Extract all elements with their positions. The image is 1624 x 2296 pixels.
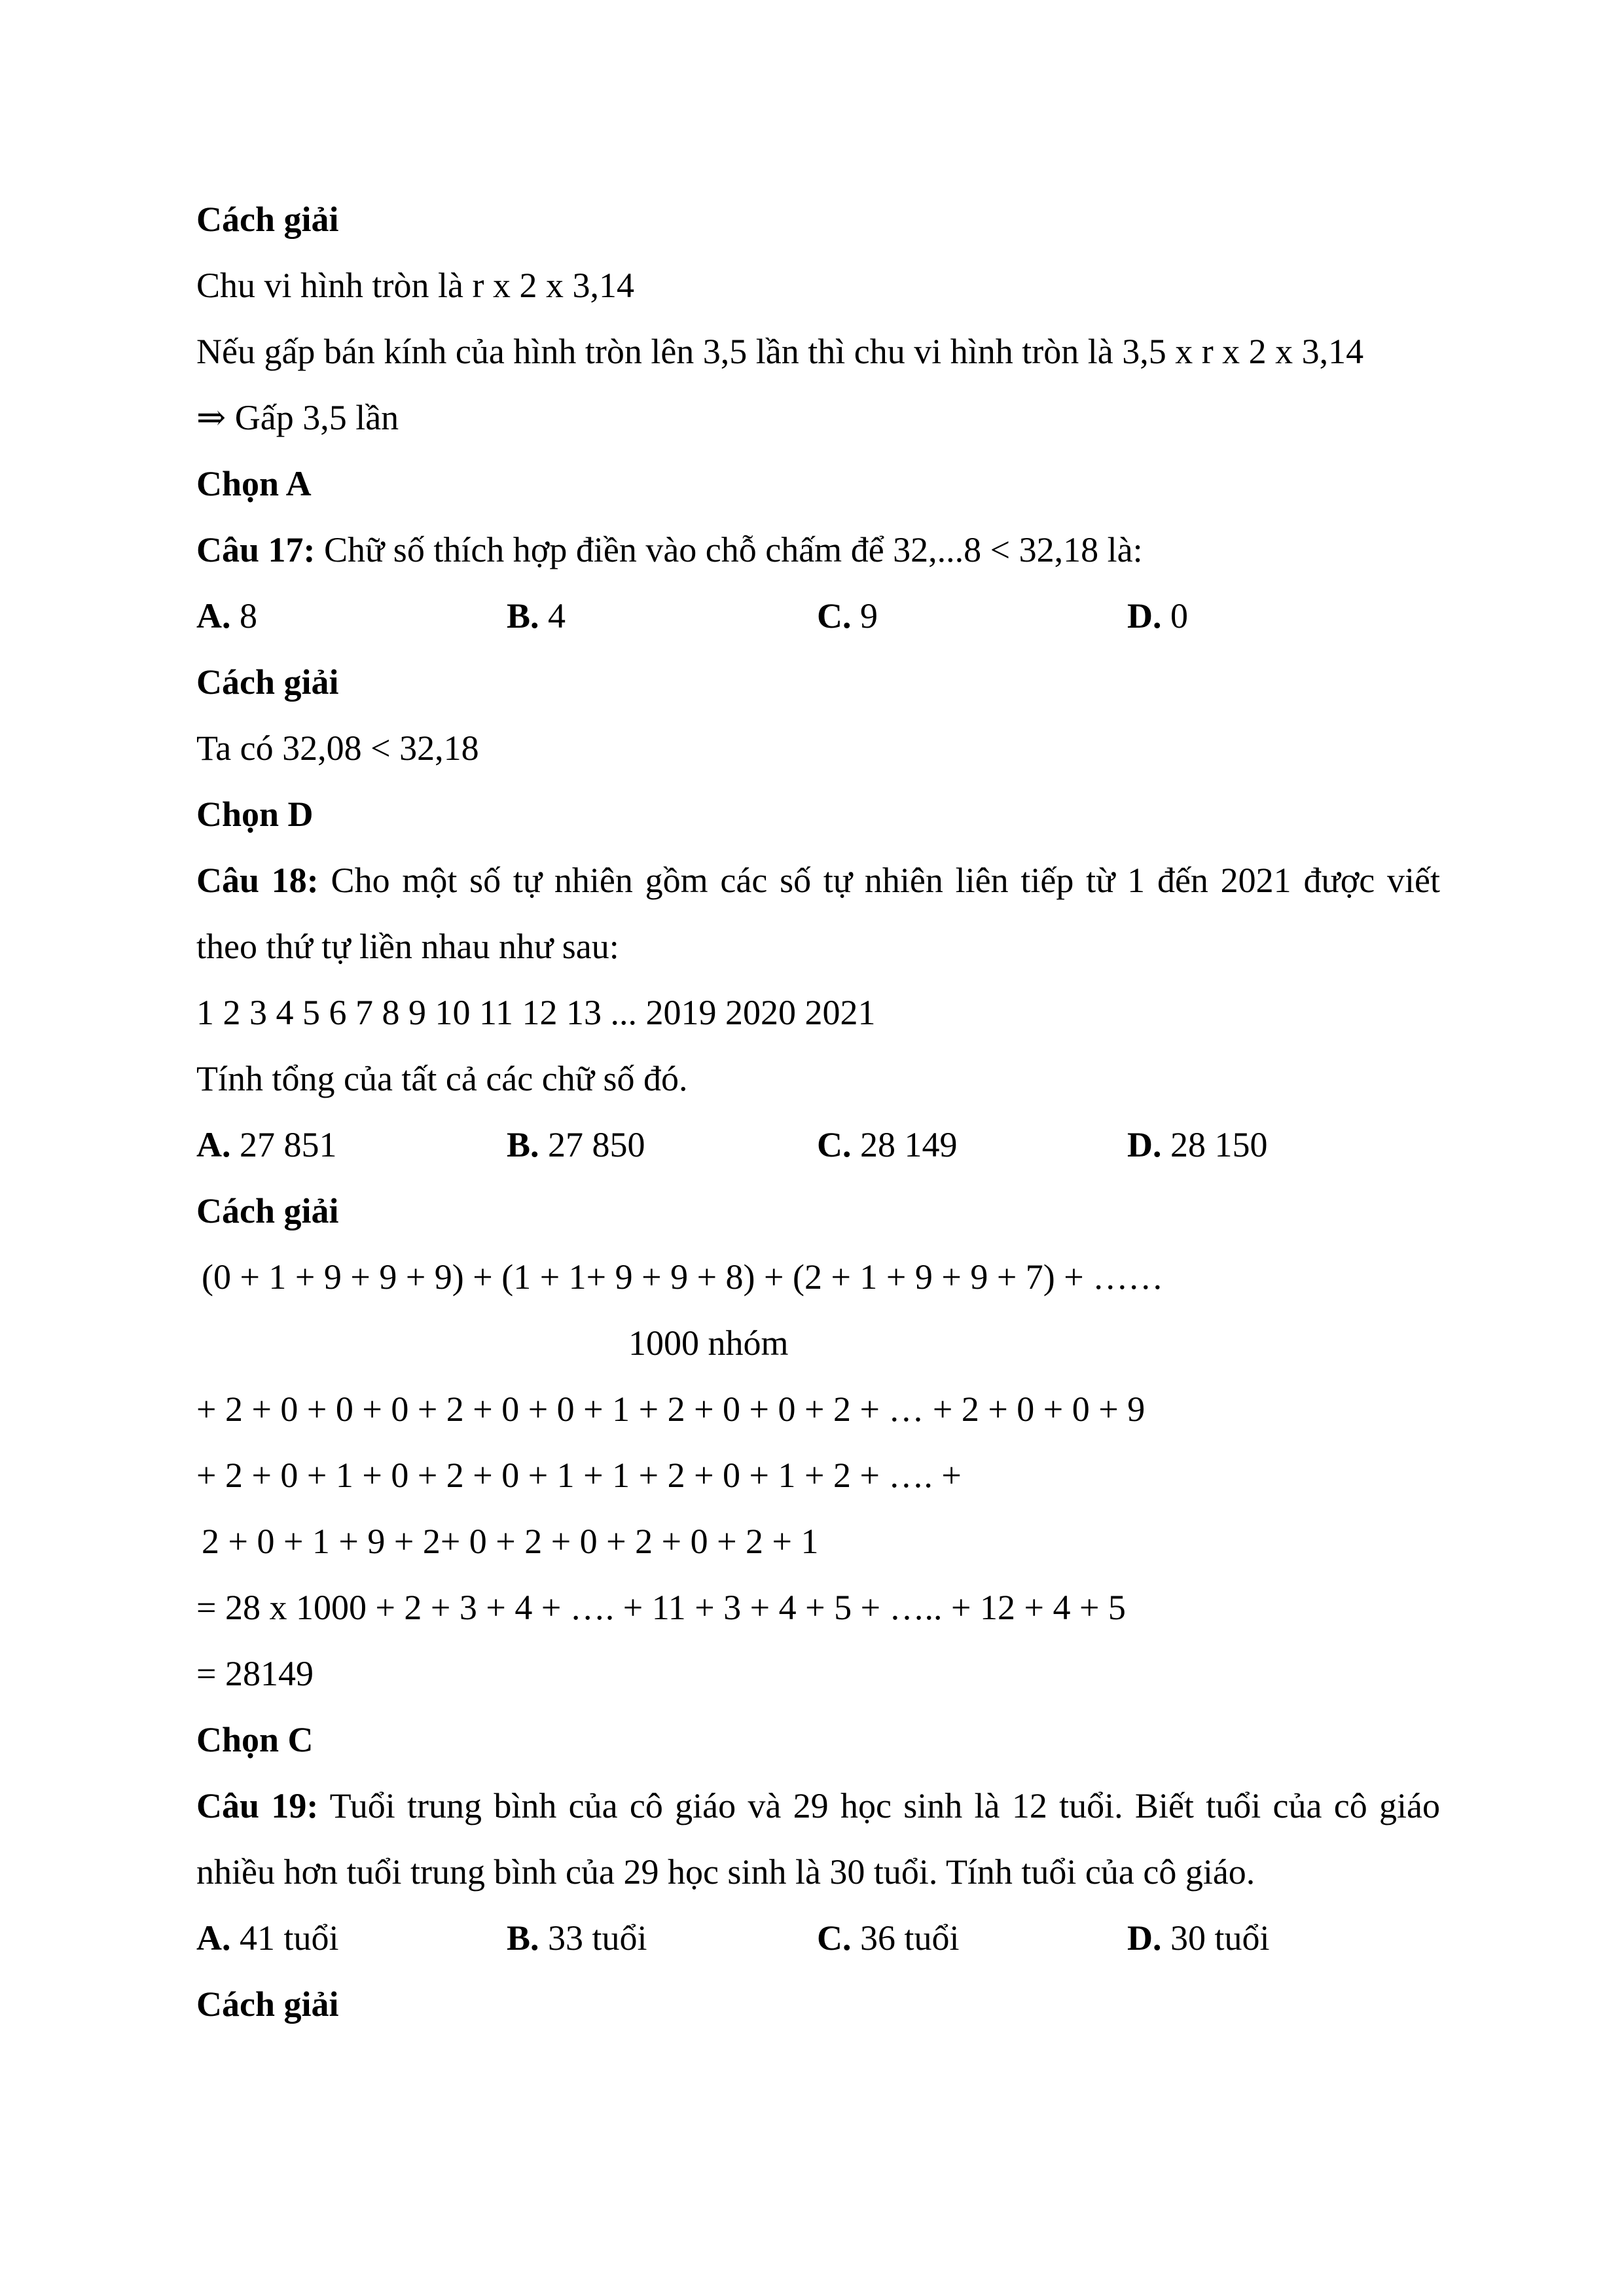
question-label: Câu 19: xyxy=(196,1786,319,1825)
group-count-label: 1000 nhóm xyxy=(628,1323,789,1363)
question-text: Chữ số thích hợp điền vào chỗ chấm để 32,...8 < 32,18 là: xyxy=(315,530,1143,569)
question-17 xyxy=(196,517,1440,583)
option-d: D. 0 xyxy=(1127,596,1188,636)
solution-heading: Cách giải xyxy=(196,662,339,702)
question-text: Cho một số tự nhiên gồm các số tự nhiên liên tiếp từ 1 đến 2021 được viết theo thứ tự liền nhau như sau: xyxy=(196,861,1440,966)
question-label: Câu 18: xyxy=(196,861,319,900)
option-c: C. 36 tuổi xyxy=(817,1918,960,1958)
solution-line: Chu vi hình tròn là r x 2 x 3,14 xyxy=(196,266,634,305)
solution-step: 2 + 0 + 1 + 9 + 2+ 0 + 2 + 0 + 2 + 0 + 2 + 1 xyxy=(202,1522,819,1561)
answer-choice: Chọn A xyxy=(196,464,312,503)
answer-options xyxy=(196,1112,1440,1178)
option-a: A. 27 851 xyxy=(196,1125,337,1164)
question-18 xyxy=(196,848,1440,980)
option-a: A. 41 tuổi xyxy=(196,1918,339,1958)
option-b: B. 33 tuổi xyxy=(507,1918,647,1958)
solution-line: Ta có 32,08 < 32,18 xyxy=(196,728,479,768)
option-b: B. 27 850 xyxy=(507,1125,645,1164)
solution-line: Nếu gấp bán kính của hình tròn lên 3,5 lần thì chu vi hình tròn là 3,5 x r x 2 x 3,14 xyxy=(196,332,1364,371)
question-text: Tuổi trung bình của cô giáo và 29 học sinh là 12 tuổi. Biết tuổi của cô giáo nhiều hơn tuổi trung bình của 29 học sinh là 30 tuổi. Tính tuổi của cô giáo. xyxy=(196,1786,1440,1892)
solution-step: (0 + 1 + 9 + 9 + 9) + (1 + 1+ 9 + 9 + 8) + (2 + 1 + 9 + 9 + 7) + …… xyxy=(202,1257,1164,1297)
option-d: D. 28 150 xyxy=(1127,1125,1268,1164)
solution-heading: Cách giải xyxy=(196,1984,339,2024)
option-d: D. 30 tuổi xyxy=(1127,1918,1270,1958)
answer-options xyxy=(196,1905,1440,1971)
solution-conclusion: ⇒ Gấp 3,5 lần xyxy=(196,398,399,437)
document-page xyxy=(196,187,1440,2037)
solution-step: + 2 + 0 + 0 + 0 + 2 + 0 + 0 + 1 + 2 + 0 + 0 + 2 + … + 2 + 0 + 0 + 9 xyxy=(196,1390,1146,1429)
option-c: C. 9 xyxy=(817,596,878,636)
solution-heading: Cách giải xyxy=(196,200,339,239)
question-label: Câu 17: xyxy=(196,530,316,569)
solution-step: + 2 + 0 + 1 + 0 + 2 + 0 + 1 + 1 + 2 + 0 + 1 + 2 + …. + xyxy=(196,1456,962,1495)
solution-step: = 28 x 1000 + 2 + 3 + 4 + …. + 11 + 3 + 4 + 5 + ….. + 12 + 4 + 5 xyxy=(196,1588,1126,1627)
option-c: C. 28 149 xyxy=(817,1125,958,1164)
answer-choice: Chọn D xyxy=(196,795,314,834)
option-b: B. 4 xyxy=(507,596,566,636)
option-a: A. 8 xyxy=(196,596,257,636)
solution-heading: Cách giải xyxy=(196,1191,339,1230)
solution-result: = 28149 xyxy=(196,1654,314,1693)
question-19 xyxy=(196,1773,1440,1905)
answer-options xyxy=(196,583,1440,649)
answer-choice: Chọn C xyxy=(196,1720,314,1759)
digit-sequence: 1 2 3 4 5 6 7 8 9 10 11 12 13 ... 2019 2020 2021 xyxy=(196,993,876,1032)
question-task: Tính tổng của tất cả các chữ số đó. xyxy=(196,1059,688,1098)
